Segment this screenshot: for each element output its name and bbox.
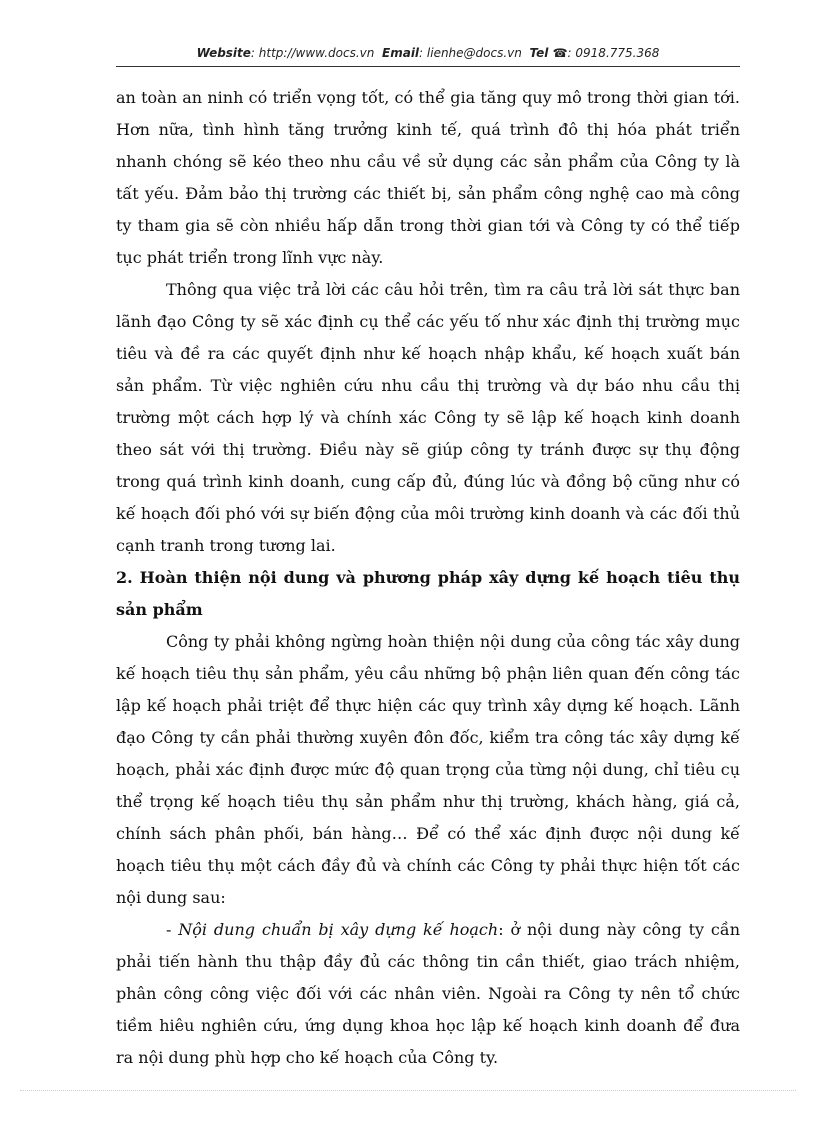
tel-value: : 0918.775.368 [567,46,660,60]
bullet-paragraph [116,914,740,1074]
footer-divider [20,1090,796,1091]
paragraph-3: Công ty phải không ngừng hoàn thiện nội dung của công tác xây dung kế hoạch tiêu thụ sản phẩm, yêu cầu những bộ phận liên quan đến công tác lập kế hoạch phải triệt để thực hiện các quy trình xây dựng kế hoạch. Lãnh đạo Công ty cần phải thường xuyên đôn đốc, kiểm tra công tác xây dựng kế hoạch, phải xác định được mức độ quan trọng của từng nội dung, chỉ tiêu cụ thể trọng kế hoạch tiêu thụ sản phẩm như thị trường, khách hàng, giá cả, chính sách phân phối, bán hàng… Để có thể xác định được nội dung kế hoạch tiêu thụ một cách đầy đủ và chính các Công ty phải thực hiện tốt các nội dung sau: [116,632,740,907]
page-header [116,46,740,60]
email-label: Email [382,46,420,60]
bullet-dash: - [166,920,179,939]
paragraph-2: Thông qua việc trả lời các câu hỏi trên, tìm ra câu trả lời sát thực ban lãnh đạo Công ty sẽ xác định cụ thể các yếu tố như xác định thị trường mục tiêu và đề ra các quyết định như kế hoạch nhập khẩu, kế hoạch xuất bán sản phẩm. Từ việc nghiên cứu nhu cầu thị trường và dự báo nhu cầu thị trường một cách hợp lý và chính xác Công ty sẽ lập kế hoạch kinh doanh theo sát với thị trường. Điều này sẽ giúp công ty tránh được sự thụ động trong quá trình kinh doanh, cung cấp đủ, đúng lúc và đồng bộ cũng như có kế hoạch đối phó với sự biến động của môi trường kinh doanh và các đối thủ cạnh tranh trong tương lai. [116,280,740,555]
website-value: : http://www.docs.vn [250,46,375,60]
document-body [116,82,740,1074]
section-heading-2: 2. Hoàn thiện nội dung và phương pháp xây dựng kế hoạch tiêu thụ sản phẩm [116,568,740,619]
header-divider [116,66,740,67]
bullet-italic-title: Nội dung chuẩn bị xây dựng kế hoạch [178,920,499,939]
tel-label: Tel ☎ [529,46,568,60]
email-value: : lienhe@docs.vn [419,46,522,60]
website-label: Website [196,46,251,60]
paragraph-1: an toàn an ninh có triển vọng tốt, có thể gia tăng quy mô trong thời gian tới. Hơn nữa, tình hình tăng trưởng kinh tế, quá trình đô thị hóa phát triển nhanh chóng sẽ kéo theo nhu cầu về sử dụng các sản phẩm của Công ty là tất yếu. Đảm bảo thị trường các thiết bị, sản phẩm công nghệ cao mà công ty tham gia sẽ còn nhiều hấp dẫn trong thời gian tới và Công ty có thể tiếp tục phát triển trong lĩnh vực này. [116,88,740,267]
bullet-text: : ở nội dung này công ty cần phải tiến hành thu thập đầy đủ các thông tin cần thiết, giao trách nhiệm, phân công công việc đối với các nhân viên. Ngoài ra Công ty nên tổ chức tiềm hiêu nghiên cứu, ứng dụng khoa học lập kế hoạch kinh doanh để đưa ra nội dung phù hợp cho kế hoạch của Công ty. [116,920,740,1067]
